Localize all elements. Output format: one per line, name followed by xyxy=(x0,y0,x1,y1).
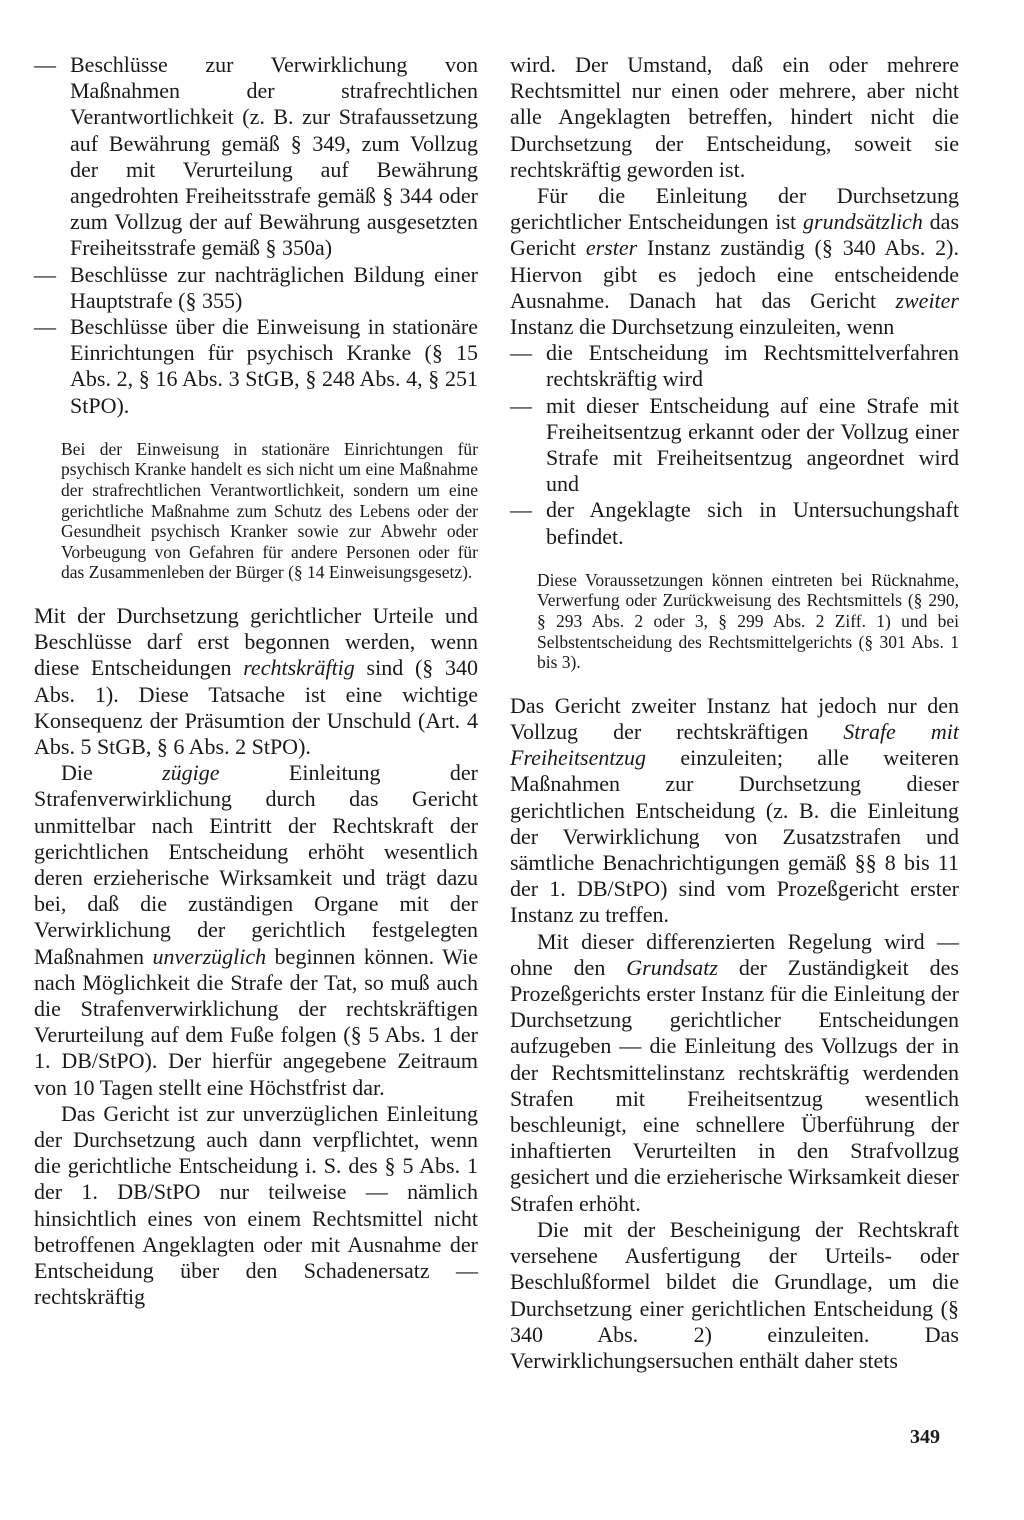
paragraph-legal-force: Mit der Durchsetzung gerichtlicher Urteile und Beschlüsse darf erst begonnen werden, wenn diese Entscheidungen rechtskräftig sind (§ 340 Abs. 1). Diese Tatsache ist eine wichtige Konsequenz der Präsumtion der Unschuld (Art. 4 Abs. 5 StGB, § 6 Abs. 2 StPO). xyxy=(34,603,478,760)
list-item-text: Beschlüsse zur Verwirklichung von Maßnahmen der strafrechtlichen Verantwortlichkeit (z. B. zur Strafaussetzung auf Bewährung gemäß § 349, zum Vollzug der mit Verurteilung auf Bewährung angedrohten Freiheitsstrafe gemäß § 344 oder zum Vollzug der auf Bewährung ausgesetzten Freiheitsstrafe gemäß § 350a) xyxy=(70,52,478,261)
list-dash: — xyxy=(510,392,532,418)
list-item-text: Beschlüsse über die Einweisung in stationäre Einrichtungen für psychisch Kranke (§ 15 Abs. 2, § 16 Abs. 3 StGB, § 248 Abs. 4, § 251 StPO). xyxy=(70,314,478,418)
list-item xyxy=(510,393,959,498)
list-item xyxy=(34,314,478,419)
list-item-text: mit dieser Entscheidung auf eine Strafe mit Freiheitsentzug erkannt oder der Vollzug einer Strafe mit Freiheitsentzug angeordnet wird und xyxy=(546,392,959,497)
list-item xyxy=(34,262,478,314)
paragraph-second-instance: Das Gericht zweiter Instanz hat jedoch nur den Vollzug der rechtskräftigen Strafe mit Freiheitsentzug einzuleiten; alle weiteren Maßnahmen zur Durchsetzung dieser gerichtlichen Entscheidung (z. B. die Einleitung der Verwirklichung von Zusatzstrafen und sämtliche Benachrichtigungen gemäß §§ 8 bis 11 der 1. DB/StPO) sind vom Prozeßgericht erster Instanz zu treffen. xyxy=(510,692,959,928)
list-item-text: Beschlüsse zur nachträglichen Bildung einer Hauptstrafe (§ 355) xyxy=(70,261,478,313)
list-item-text: der Angeklagte sich in Untersuchungshaft befindet. xyxy=(546,497,959,549)
paragraph-swift-initiation: Die zügige Einleitung der Strafenverwirklichung durch das Gericht unmittelbar nach Eintritt der Rechtskraft der gerichtlichen Entscheidung erhöht wesentlich deren erzieherische Wirksamkeit und trägt dazu bei, daß die zuständigen Organe mit der Verwirklichung der gerichtlich festgelegten Maßnahmen unverzüglich beginnen können. Wie nach Möglichkeit die Strafe der Tat, so muß auch die Strafenverwirklichung der rechtskräftigen Verurteilung auf dem Fuße folgen (§ 5 Abs. 1 der 1. DB/StPO). Der hierfür angegebene Zeitraum von 10 Tagen stellt eine Höchstfrist dar. xyxy=(34,760,478,1100)
footnote-psychiatric: Bei der Einweisung in stationäre Einrichtungen für psychisch Kranke handelt es sich nicht um eine Maßnahme der strafrechtlichen Verantwortlichkeit, sondern um eine gerichtliche Maßnahme zum Schutz des Lebens oder der Gesundheit psychisch Kranker sowie zur Abwehr oder Vorbeugung von Gefahren für andere Personen oder für das Zusammenleben der Bürger (§ 14 Einweisungsgesetz). xyxy=(61,438,478,583)
list-item xyxy=(510,340,959,392)
left-column xyxy=(34,52,478,1310)
list-item xyxy=(510,497,959,549)
paragraph-competence: Für die Einleitung der Durchsetzung gerichtlicher Entscheidungen ist grundsätzlich das Gericht erster Instanz zuständig (§ 340 Abs. 2). Hiervon gibt es jedoch eine entscheidende Ausnahme. Danach hat das Gericht zweiter Instanz die Durchsetzung einzuleiten, wenn xyxy=(510,183,960,340)
footnote-conditions: Diese Voraussetzungen können eintreten bei Rücknahme, Verwerfung oder Zurückweisung des Rechtsmittels (§ 290, § 293 Abs. 2 oder 3, § 299 Abs. 2 Ziff. 1) und bei Selbstentscheidung des Rechtsmittelgerichts (§ 301 Abs. 1 bis 3). xyxy=(537,569,959,673)
paragraph-certificate: Die mit der Bescheinigung der Rechtskraft versehene Ausfertigung der Urteils- oder Beschlußformel bildet die Grundlage, um die Durchsetzung einer gerichtlichen Entscheidung (§ 340 Abs. 2) einzuleiten. Das Verwirklichungsersuchen enthält daher stets xyxy=(510,1216,959,1373)
list-dash: — xyxy=(510,340,532,366)
list-dash: — xyxy=(34,261,56,287)
list-dash: — xyxy=(34,314,56,340)
list-item-text: die Entscheidung im Rechtsmittelverfahren rechtskräftig wird xyxy=(546,340,959,392)
page-number: 349 xyxy=(910,1426,940,1448)
paragraph-continuation: wird. Der Umstand, daß ein oder mehrere Rechtsmittel nur einen oder mehrere, aber nicht alle Angeklagten betreffen, hindert nicht die Durchsetzung der Entscheidung, soweit sie rechtskräftig geworden ist. xyxy=(510,52,959,182)
paragraph-partial-legal-force: Das Gericht ist zur unverzüglichen Einleitung der Durchsetzung auch dann verpflichtet, wenn die gerichtliche Entscheidung i. S. des § 5 Abs. 1 der 1. DB/StPO nur teilweise — nämlich hinsichtlich eines von einem Rechtsmittel nicht betroffenen Angeklagten oder mit Ausnahme der Entscheidung über den Schadenersatz — rechtskräftig xyxy=(34,1100,478,1310)
list-dash: — xyxy=(34,52,56,77)
list-item xyxy=(34,52,478,262)
paragraph-differentiated-rule: Mit dieser differenzierten Regelung wird — ohne den Grundsatz der Zuständigkeit des Prozeßgerichts erster Instanz für die Einleitung der Durchsetzung gerichtlicher Entscheidungen aufzugeben — die Einleitung des Vollzugs der in der Rechtsmittelinstanz rechtskräftig werdenden Strafen mit Freiheitsentzug wesentlich beschleunigt, eine schnellere Überführung der inhaftierten Verurteilten in den Strafvollzug gesichert und die erzieherische Wirksamkeit dieser Strafen erhöht. xyxy=(510,928,959,1216)
list-dash: — xyxy=(510,497,532,523)
right-column xyxy=(510,52,959,1374)
